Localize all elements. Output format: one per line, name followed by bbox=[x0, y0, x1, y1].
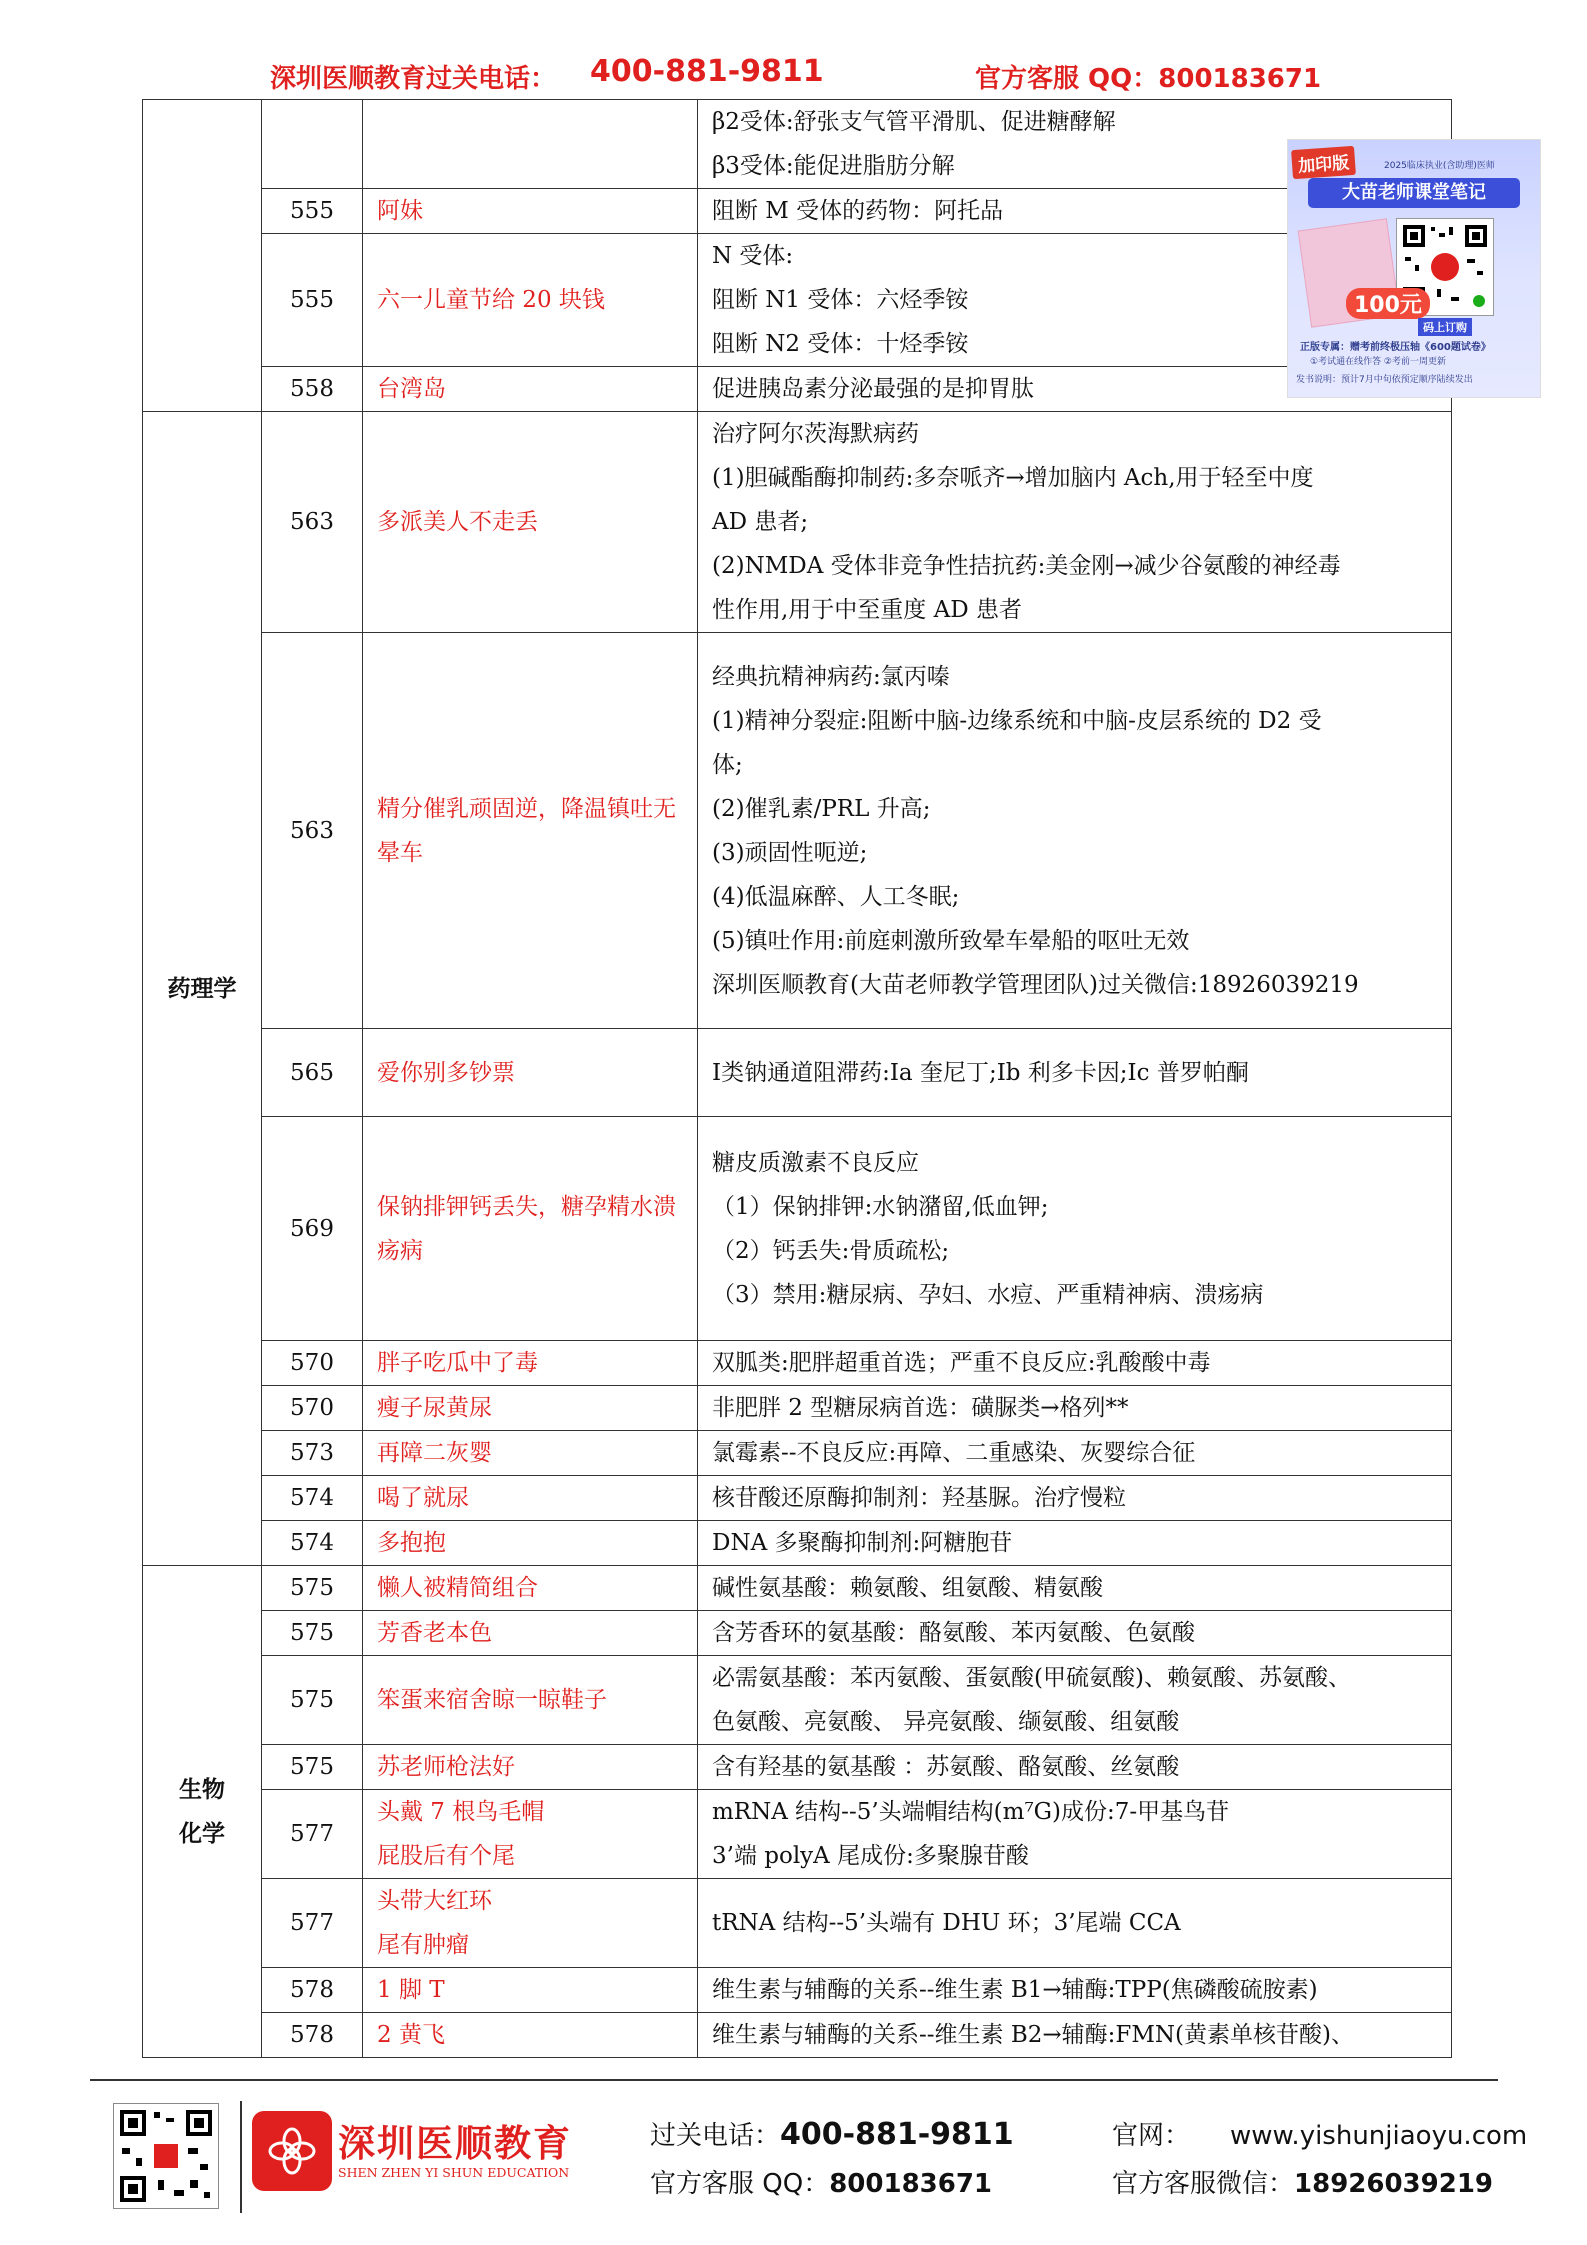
footer-qq-item: 官方客服 QQ：800183671 bbox=[650, 2169, 993, 2199]
page-number: 574 bbox=[262, 1476, 363, 1521]
mnemonic-cell: 瘦子尿黄尿 bbox=[363, 1386, 698, 1431]
mnemonic-cell: 懒人被精简组合 bbox=[363, 1566, 698, 1611]
promo-year-line: 2025临床执业(含助理)医师 bbox=[1384, 161, 1495, 171]
promo-ad[interactable] bbox=[1287, 139, 1541, 398]
description-line: 经典抗精神病药:氯丙嗪 bbox=[712, 663, 950, 690]
subject-line: 化学 bbox=[179, 1819, 225, 1847]
mnemonic-cell: 苏老师枪法好 bbox=[363, 1745, 698, 1790]
subject-cell: 药理学 bbox=[143, 412, 262, 1566]
page-number: 570 bbox=[262, 1386, 363, 1431]
description-line: 体; bbox=[712, 751, 743, 778]
description-cell bbox=[698, 412, 1452, 633]
description-line: (4)低温麻醉、人工冬眠; bbox=[712, 883, 960, 910]
table-row bbox=[143, 100, 1452, 189]
header-qq: 官方客服 QQ：800183671 bbox=[975, 64, 1322, 94]
description-cell bbox=[698, 2013, 1452, 2058]
table-row bbox=[143, 1656, 1452, 1745]
mnemonic-cell: 1 脚 T bbox=[363, 1968, 698, 2013]
description-line: 3’端 polyA 尾成份:多聚腺苷酸 bbox=[712, 1843, 1029, 1869]
description-line: (1)胆碱酯酶抑制药:多奈哌齐→增加脑内 Ach,用于轻至中度 bbox=[712, 465, 1314, 491]
page-number: 577 bbox=[262, 1790, 363, 1879]
description-line: 性作用,用于中至重度 AD 患者 bbox=[712, 597, 1022, 623]
mnemonic-cell: 台湾岛 bbox=[363, 367, 698, 412]
table-row bbox=[143, 633, 1452, 1029]
footer-wechat: 18926039219 bbox=[1294, 2169, 1494, 2199]
mnemonic-cell: 2 黄飞 bbox=[363, 2013, 698, 2058]
description-line: (3)顽固性呃逆; bbox=[712, 839, 868, 866]
table-row bbox=[143, 1117, 1452, 1341]
page-header bbox=[0, 54, 1587, 98]
description-line: (5)镇吐作用:前庭刺激所致晕车晕船的呕吐无效 bbox=[712, 927, 1190, 954]
mnemonic-cell: 胖子吃瓜中了毒 bbox=[363, 1341, 698, 1386]
description-line: （3）禁用:糖尿病、孕妇、水痘、严重精神病、溃疡病 bbox=[712, 1281, 1264, 1308]
table-row bbox=[143, 1745, 1452, 1790]
brand-logo-icon bbox=[252, 2111, 332, 2191]
description-cell bbox=[698, 633, 1452, 1029]
description-line: 治疗阿尔茨海默病药 bbox=[712, 421, 919, 447]
promo-line2: ①考试通在线作答 ②考前一周更新 bbox=[1310, 357, 1446, 367]
mnemonic-cell: 阿妹 bbox=[363, 189, 698, 234]
page-number: 563 bbox=[262, 633, 363, 1029]
table-row bbox=[143, 1968, 1452, 2013]
page-number: 563 bbox=[262, 412, 363, 633]
page-number: 577 bbox=[262, 1879, 363, 1968]
mnemonic-cell: 多派美人不走丢 bbox=[363, 412, 698, 633]
footer-site: www.yishunjiaoyu.com bbox=[1230, 2121, 1528, 2151]
description-line: Ⅰ类钠通道阻滞药:Ⅰa 奎尼丁;Ⅰb 利多卡因;Ⅰc 普罗帕酮 bbox=[712, 1059, 1249, 1086]
description-line: β3受体:能促进脂肪分解 bbox=[712, 153, 955, 179]
description-cell bbox=[698, 1879, 1452, 1968]
footer-qq: 800183671 bbox=[829, 2169, 993, 2199]
description-cell bbox=[698, 1029, 1452, 1117]
promo-title: 大苗老师课堂笔记 bbox=[1308, 178, 1520, 208]
description-cell bbox=[698, 1656, 1452, 1745]
mnemonic-cell bbox=[363, 1790, 698, 1879]
footer-phone-item: 过关电话：400-881-9811 bbox=[650, 2117, 1014, 2152]
page-number: 569 bbox=[262, 1117, 363, 1341]
mnemonic-line: 尾有肿瘤 bbox=[377, 1932, 469, 1958]
page-number: 575 bbox=[262, 1656, 363, 1745]
description-line: mRNA 结构--5’头端帽结构(m⁷G)成份:7-甲基鸟苷 bbox=[712, 1799, 1230, 1825]
description-line: 核苷酸还原酶抑制剂：羟基脲。治疗慢粒 bbox=[712, 1485, 1126, 1511]
mnemonic-cell bbox=[363, 1879, 698, 1968]
description-line: 碱性氨基酸：赖氨酸、组氨酸、精氨酸 bbox=[712, 1575, 1103, 1601]
page-number: 574 bbox=[262, 1521, 363, 1566]
description-cell bbox=[698, 1476, 1452, 1521]
description-line: tRNA 结构--5’头端有 DHU 环；3’尾端 CCA bbox=[712, 1910, 1181, 1936]
table-row bbox=[143, 1879, 1452, 1968]
description-line: 糖皮质激素不良反应 bbox=[712, 1149, 919, 1176]
page-number bbox=[262, 100, 363, 189]
description-line: AD 患者; bbox=[712, 509, 809, 535]
mnemonic-cell: 六一儿童节给 20 块钱 bbox=[363, 234, 698, 367]
mnemonic-cell: 笨蛋来宿舍晾一晾鞋子 bbox=[363, 1656, 698, 1745]
footer-qr-code bbox=[113, 2103, 219, 2209]
page-number: 575 bbox=[262, 1611, 363, 1656]
description-line: 阻断 N1 受体：六烃季铵 bbox=[712, 287, 969, 313]
page-footer bbox=[0, 2081, 1587, 2245]
subject-cell bbox=[143, 1566, 262, 2058]
page-number: 565 bbox=[262, 1029, 363, 1117]
promo-line3: 发书说明：预计7月中旬依预定顺序陆续发出 bbox=[1296, 375, 1473, 385]
footer-vertical-line bbox=[240, 2101, 242, 2213]
table-row bbox=[143, 1341, 1452, 1386]
page-number: 555 bbox=[262, 189, 363, 234]
description-line: （1）保钠排钾:水钠潴留,低血钾; bbox=[712, 1193, 1049, 1220]
description-line: 维生素与辅酶的关系--维生素 B1→辅酶:TPP(焦磷酸硫胺素) bbox=[712, 1977, 1318, 2003]
table-row bbox=[143, 1521, 1452, 1566]
page-number: 575 bbox=[262, 1745, 363, 1790]
description-cell bbox=[698, 1745, 1452, 1790]
mnemonic-cell: 保钠排钾钙丢失，糖孕精水溃疡病 bbox=[363, 1117, 698, 1341]
brand-name-cn: 深圳医顺教育 bbox=[338, 2122, 572, 2165]
page-number: 570 bbox=[262, 1341, 363, 1386]
table-row bbox=[143, 1431, 1452, 1476]
description-cell bbox=[698, 1117, 1452, 1341]
description-cell bbox=[698, 1341, 1452, 1386]
table-row bbox=[143, 1476, 1452, 1521]
promo-buy-label[interactable]: 码上订购 bbox=[1418, 318, 1472, 336]
table-row bbox=[143, 1029, 1452, 1117]
mnemonic-cell: 爱你别多钞票 bbox=[363, 1029, 698, 1117]
mnemonic-cell: 芳香老本色 bbox=[363, 1611, 698, 1656]
description-cell bbox=[698, 1790, 1452, 1879]
brand-name-en: SHEN ZHEN YI SHUN EDUCATION bbox=[338, 2165, 570, 2180]
footer-site-item[interactable]: 官网： www.yishunjiaoyu.com bbox=[1112, 2121, 1528, 2151]
description-line: 非肥胖 2 型糖尿病首选：磺脲类→格列** bbox=[712, 1395, 1129, 1421]
page-number: 555 bbox=[262, 234, 363, 367]
mnemonic-cell: 喝了就尿 bbox=[363, 1476, 698, 1521]
description-line: 氯霉素--不良反应:再障、二重感染、灰婴综合征 bbox=[712, 1440, 1196, 1466]
description-line: 含有羟基的氨基酸 ：苏氨酸、酪氨酸、丝氨酸 bbox=[712, 1754, 1180, 1780]
description-line: β2受体:舒张支气管平滑肌、促进糖酵解 bbox=[712, 109, 1116, 135]
subject-cell bbox=[143, 100, 262, 412]
promo-line1: 正版专属：赠考前终极压轴《600题试卷》 bbox=[1300, 342, 1491, 353]
table-row bbox=[143, 2013, 1452, 2058]
footer-phone: 400-881-9811 bbox=[780, 2117, 1014, 2152]
description-cell bbox=[698, 1521, 1452, 1566]
description-line: 深圳医顺教育(大苗老师教学管理团队)过关微信:18926039219 bbox=[712, 971, 1359, 998]
description-line: 含芳香环的氨基酸：酪氨酸、苯丙氨酸、色氨酸 bbox=[712, 1620, 1195, 1646]
mnemonic-cell: 多抱抱 bbox=[363, 1521, 698, 1566]
header-phone-label: 深圳医顺教育过关电话： bbox=[270, 64, 557, 94]
mnemonic-line: 屁股后有个尾 bbox=[377, 1843, 515, 1869]
table-row bbox=[143, 189, 1452, 234]
description-line: (2)催乳素/PRL 升高; bbox=[712, 795, 931, 822]
description-line: 促进胰岛素分泌最强的是抑胃肽 bbox=[712, 376, 1034, 402]
page-number: 575 bbox=[262, 1566, 363, 1611]
header-phone: 400-881-9811 bbox=[590, 54, 824, 89]
description-line: 双胍类:肥胖超重首选；严重不良反应:乳酸酸中毒 bbox=[712, 1350, 1211, 1376]
page-number: 578 bbox=[262, 2013, 363, 2058]
description-line: 维生素与辅酶的关系--维生素 B2→辅酶:FMN(黄素单核苷酸)、 bbox=[712, 2022, 1354, 2048]
description-line: （2）钙丢失:骨质疏松; bbox=[712, 1237, 950, 1264]
description-cell bbox=[698, 1968, 1452, 2013]
table-row bbox=[143, 1566, 1452, 1611]
description-line: 阻断 N2 受体：十烃季铵 bbox=[712, 331, 969, 357]
description-line: 必需氨基酸：苯丙氨酸、蛋氨酸(甲硫氨酸)、赖氨酸、苏氨酸、 bbox=[712, 1665, 1351, 1691]
description-cell bbox=[698, 1566, 1452, 1611]
table-row bbox=[143, 1386, 1452, 1431]
page-number: 573 bbox=[262, 1431, 363, 1476]
subject-line: 生物 bbox=[179, 1775, 225, 1803]
promo-price: 100元 bbox=[1346, 288, 1430, 319]
description-cell bbox=[698, 1611, 1452, 1656]
description-line: 色氨酸、亮氨酸、 异亮氨酸、缬氨酸、组氨酸 bbox=[712, 1709, 1180, 1735]
description-cell bbox=[698, 1431, 1452, 1476]
page-number: 558 bbox=[262, 367, 363, 412]
description-line: 阻断 M 受体的药物：阿托品 bbox=[712, 198, 1004, 224]
description-line: (2)NMDA 受体非竞争性拮抗药:美金刚→减少谷氨酸的神经毒 bbox=[712, 553, 1341, 579]
page-number: 578 bbox=[262, 1968, 363, 2013]
mnemonic-table bbox=[142, 99, 1452, 2058]
description-line: N 受体: bbox=[712, 243, 794, 269]
description-line: (1)精神分裂症:阻断中脑-边缘系统和中脑-皮层系统的 D2 受 bbox=[712, 707, 1322, 734]
table-row bbox=[143, 1790, 1452, 1879]
table-row bbox=[143, 1611, 1452, 1656]
description-cell bbox=[698, 1386, 1452, 1431]
mnemonic-cell: 再障二灰婴 bbox=[363, 1431, 698, 1476]
description-line: DNA 多聚酶抑制剂:阿糖胞苷 bbox=[712, 1530, 1013, 1556]
mnemonic-line: 头戴 7 根鸟毛帽 bbox=[377, 1799, 545, 1825]
table-row bbox=[143, 412, 1452, 633]
promo-badge: 加印版 bbox=[1291, 146, 1356, 179]
mnemonic-cell: 精分催乳顽固逆，降温镇吐无晕车 bbox=[363, 633, 698, 1029]
table-row bbox=[143, 367, 1452, 412]
table-row bbox=[143, 234, 1452, 367]
footer-wechat-item: 官方客服微信：18926039219 bbox=[1112, 2169, 1494, 2199]
mnemonic-cell bbox=[363, 100, 698, 189]
mnemonic-line: 头带大红环 bbox=[377, 1888, 492, 1914]
